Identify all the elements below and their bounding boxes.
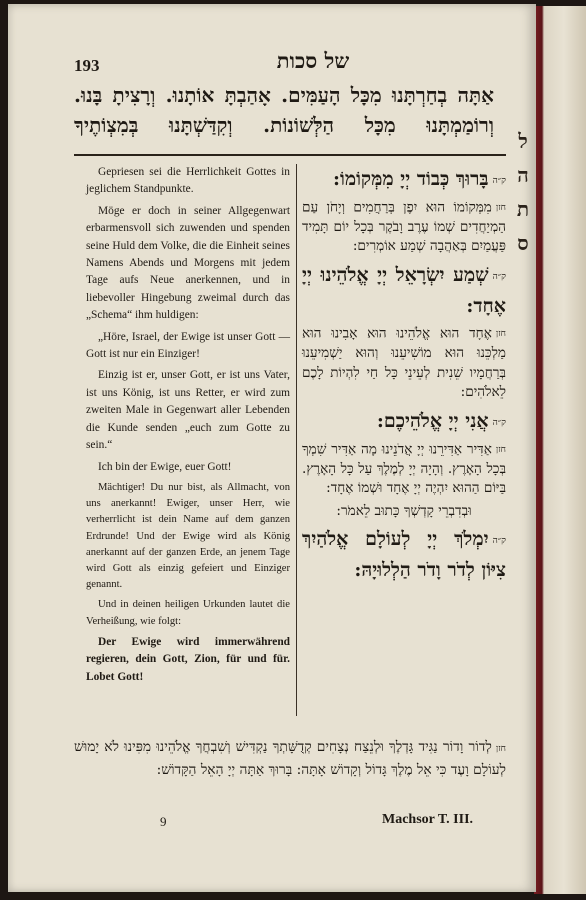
hebrew-verse: מִמְּקוֹמוֹ הוּא יִפֶן בְּרַחֲמִים וְיָחֹן עַם הַמְיַחֲדִים שְׁמוֹ עֶרֶב וָבֹקֶר בְּכָל יוֹם תָּמִיד פַּעֲמַיִם בְּאַהֲבָה שְׁמַע אוֹמְרִים:	[302, 199, 506, 255]
hebrew-line-cantor	[302, 324, 506, 403]
hebrew-line-response	[302, 524, 506, 585]
hebrew-verse: יִמְלֹךְ יְיָ לְעוֹלָם אֱלֹהַיִךְ צִיּוֹן לְדֹר וָדֹר הַלְלוּיָהּ:	[302, 528, 506, 582]
kahal-marker: ק״ה	[492, 271, 506, 282]
printer-signature-mark: 9	[160, 814, 167, 829]
hebrew-line-response	[302, 164, 506, 195]
edge-glyph: ת	[516, 197, 530, 221]
book-spine-edge	[534, 6, 586, 894]
hebrew-line-cantor	[302, 198, 506, 257]
german-paragraph: Mächtiger! Du nur bist, als Allmacht, von uns anerkannt! Ewiger, unser Herr, wie verherrlicht ist dein Name auf dem ganzen Erdrunde! Und der Ewige wird als König anerkannt auf der ganzen Erde, an jenem Tage wird Gott als einzig gefeiert und Einziger genannt.	[86, 481, 290, 591]
hebrew-verse: וּבְדִבְרֵי קָדְשְׁךָ כָּתוּב לֵאמֹר:	[336, 502, 472, 519]
german-paragraph: Ich bin der Ewige, euer Gott!	[98, 460, 232, 473]
facing-page-edge-text	[512, 124, 534, 260]
book-page	[8, 4, 536, 892]
hebrew-verse: אֲנִי יְיָ אֱלֹהֵיכֶם:	[376, 409, 489, 432]
kahal-marker: ק״ה	[492, 416, 506, 427]
hebrew-line-response	[302, 406, 506, 437]
kahal-marker: ק״ה	[492, 175, 506, 185]
running-head: של סכות	[276, 48, 350, 73]
hebrew-verse: לְדוֹר וָדוֹר נַגִּיד גָּדְלֶךָ וּלְנֵצַח נְצָחִים קְדֻשָּׁתְךָ נַקְדִּישׁ וְשִׁבְחֲךָ אֱלֹהֵינוּ מִפִּינוּ לֹא יָמוּשׁ לְעוֹלָם וָעֶד כִּי אֵל מֶלֶךְ גָּדוֹל וְקָדוֹשׁ אָתָּה: בָּרוּךְ אַתָּה יְיָ הָאֵל הַקָּדוֹשׁ:	[74, 739, 506, 778]
page-number: 193	[74, 56, 100, 75]
german-translation-column	[86, 164, 290, 690]
hebrew-verse: שְׁמַע יִשְׂרָאֵל יְיָ אֱלֹהֵינוּ יְיָ אֶחָד:	[302, 264, 506, 318]
chazan-marker: חזן	[495, 328, 506, 339]
footer-title: Machsor T. III.	[382, 812, 474, 827]
chazan-marker: חזן	[495, 202, 506, 212]
hebrew-line-response	[302, 260, 506, 321]
german-paragraph: Möge er doch in seiner Allgegenwart erbarmensvoll sich zuwenden und spenden seine Huld dem Volke, die die Einheit seines Namens Abends und Morgens mit jedem Tage aufs Neue anerkennen, und in liebevoller Hingebung zweimal durch das „Schema“ ihm huldigen:	[86, 204, 290, 322]
hebrew-line-cantor	[302, 502, 506, 522]
chazan-marker: חזן	[495, 743, 506, 753]
hebrew-verse: בָּרוּךְ כְּבוֹד יְיָ מִמְּקוֹמוֹ:	[332, 168, 489, 190]
german-paragraph: Und in deinen heiligen Urkunden lautet die Verheißung, wie folgt:	[86, 599, 290, 627]
hebrew-liturgy-column	[302, 164, 506, 588]
header-rule	[74, 154, 506, 156]
column-divider	[296, 164, 297, 716]
edge-glyph: ה	[517, 163, 529, 187]
hebrew-verse: אַדִּיר אַדִּירֵנוּ יְיָ אֲדֹנֵינוּ מָה אַדִּיר שִׁמְךָ בְּכָל הָאָרֶץ. וְהָיָה יְיָ לְמֶלֶךְ עַל כָּל הָאָרֶץ. בַּיּוֹם הַהוּא יִהְיֶה יְיָ אֶחָד וּשְׁמוֹ אֶחָד:	[302, 441, 506, 497]
kahal-marker: ק״ה	[492, 535, 506, 546]
german-paragraph: Der Ewige wird immerwährend regieren, dein Gott, Zion, für und für. Lobet Gott!	[86, 635, 290, 683]
bottom-hebrew-text	[74, 736, 506, 781]
edge-glyph: ל	[518, 129, 528, 153]
hebrew-verse: אֶחָד הוּא אֱלֹהֵינוּ הוּא אָבִינוּ הוּא מַלְכֵּנוּ הוּא מוֹשִׁיעֵנוּ וְהוּא יַשְׁמִיעֵנוּ בְּרַחֲמָיו שֵׁנִית לְעֵינֵי כָּל חַי לִהְיוֹת לָכֶם לֵאלֹהִים:	[302, 325, 506, 401]
edge-glyph: ס	[517, 231, 529, 255]
german-paragraph: „Höre, Israel, der Ewige ist unser Gott — Gott ist nur ein Einziger!	[86, 330, 290, 361]
top-prayer-text: אַתָּה בְחַרְתָּנוּ מִכָּל הָעַמִּים. אָהַבְתָּ אוֹתָנוּ. וְרָצִיתָ בָּנוּ. וְרוֹמַמְתָּנוּ מִכָּל הַלְּשׁוֹנוֹת. וְקִדַּשְׁתָּנוּ בְּמִצְוֹתֶיךָ	[74, 83, 494, 137]
hebrew-line-cantor	[302, 440, 506, 499]
chazan-marker: חזן	[495, 443, 506, 454]
german-paragraph: Einzig ist er, unser Gott, er ist uns Vater, ist uns König, ist uns Retter, er wird zum zweiten Male in Gegenwart aller Lebenden die Kunde senden „euch zum Gotte zu sein.“	[86, 369, 290, 452]
german-paragraph: Gepriesen sei die Herrlichkeit Gottes in jeglichem Standpunkte.	[86, 166, 290, 196]
